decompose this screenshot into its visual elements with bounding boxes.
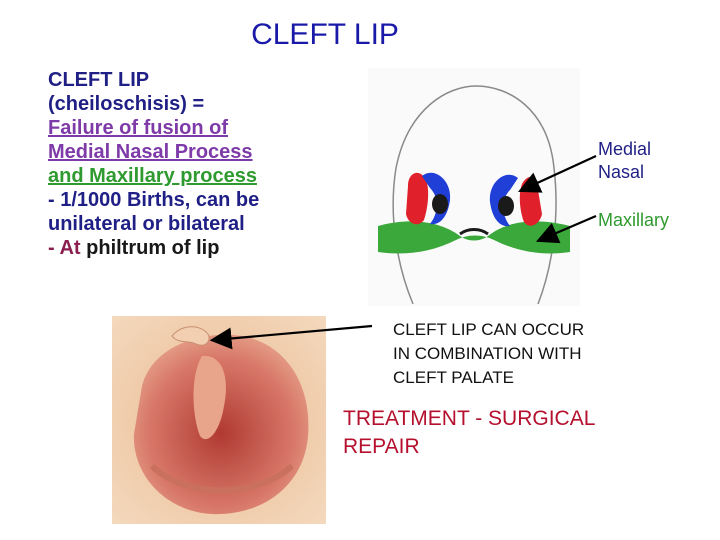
definition-line-8 <box>48 236 348 260</box>
definition-line-1: CLEFT LIP <box>48 69 150 91</box>
embryo-face-diagram <box>368 68 580 306</box>
cleft-lip-photo <box>112 316 326 524</box>
definition-text <box>48 68 348 260</box>
definition-line-6: - 1/1000 Births, can be <box>48 189 260 211</box>
definition-line-3: Failure of fusion of <box>48 117 228 139</box>
definition-line-2: (cheiloschisis) = <box>48 93 205 115</box>
definition-line-5: and Maxillary process <box>48 165 257 187</box>
combination-line-2: IN COMBINATION WITH <box>393 344 582 363</box>
definition-line-8-prefix: - At <box>48 237 81 259</box>
definition-line-7: unilateral or bilateral <box>48 213 245 235</box>
combination-line-1: CLEFT LIP CAN OCCUR <box>393 320 585 339</box>
maxillary-label: Maxillary <box>598 210 670 230</box>
treatment-note <box>343 405 595 461</box>
left-cleft-region <box>406 173 428 224</box>
medial-nasal-label <box>598 138 651 184</box>
left-nasal-pit <box>432 194 448 214</box>
combination-note <box>393 318 584 390</box>
definition-line-8-rest: philtrum of lip <box>80 237 220 259</box>
definition-line-4: Medial Nasal Process <box>48 141 253 163</box>
medial-nasal-label-line-2: Nasal <box>598 162 645 182</box>
combination-line-3: CLEFT PALATE <box>393 368 514 387</box>
treatment-line-1: TREATMENT - SURGICAL <box>343 407 596 430</box>
photo-mouth-cavity <box>134 335 308 514</box>
medial-nasal-label-line-1: Medial <box>598 139 652 159</box>
treatment-line-2: REPAIR <box>343 435 420 458</box>
right-nasal-pit <box>498 196 514 216</box>
page-title: CLEFT LIP <box>251 18 399 51</box>
